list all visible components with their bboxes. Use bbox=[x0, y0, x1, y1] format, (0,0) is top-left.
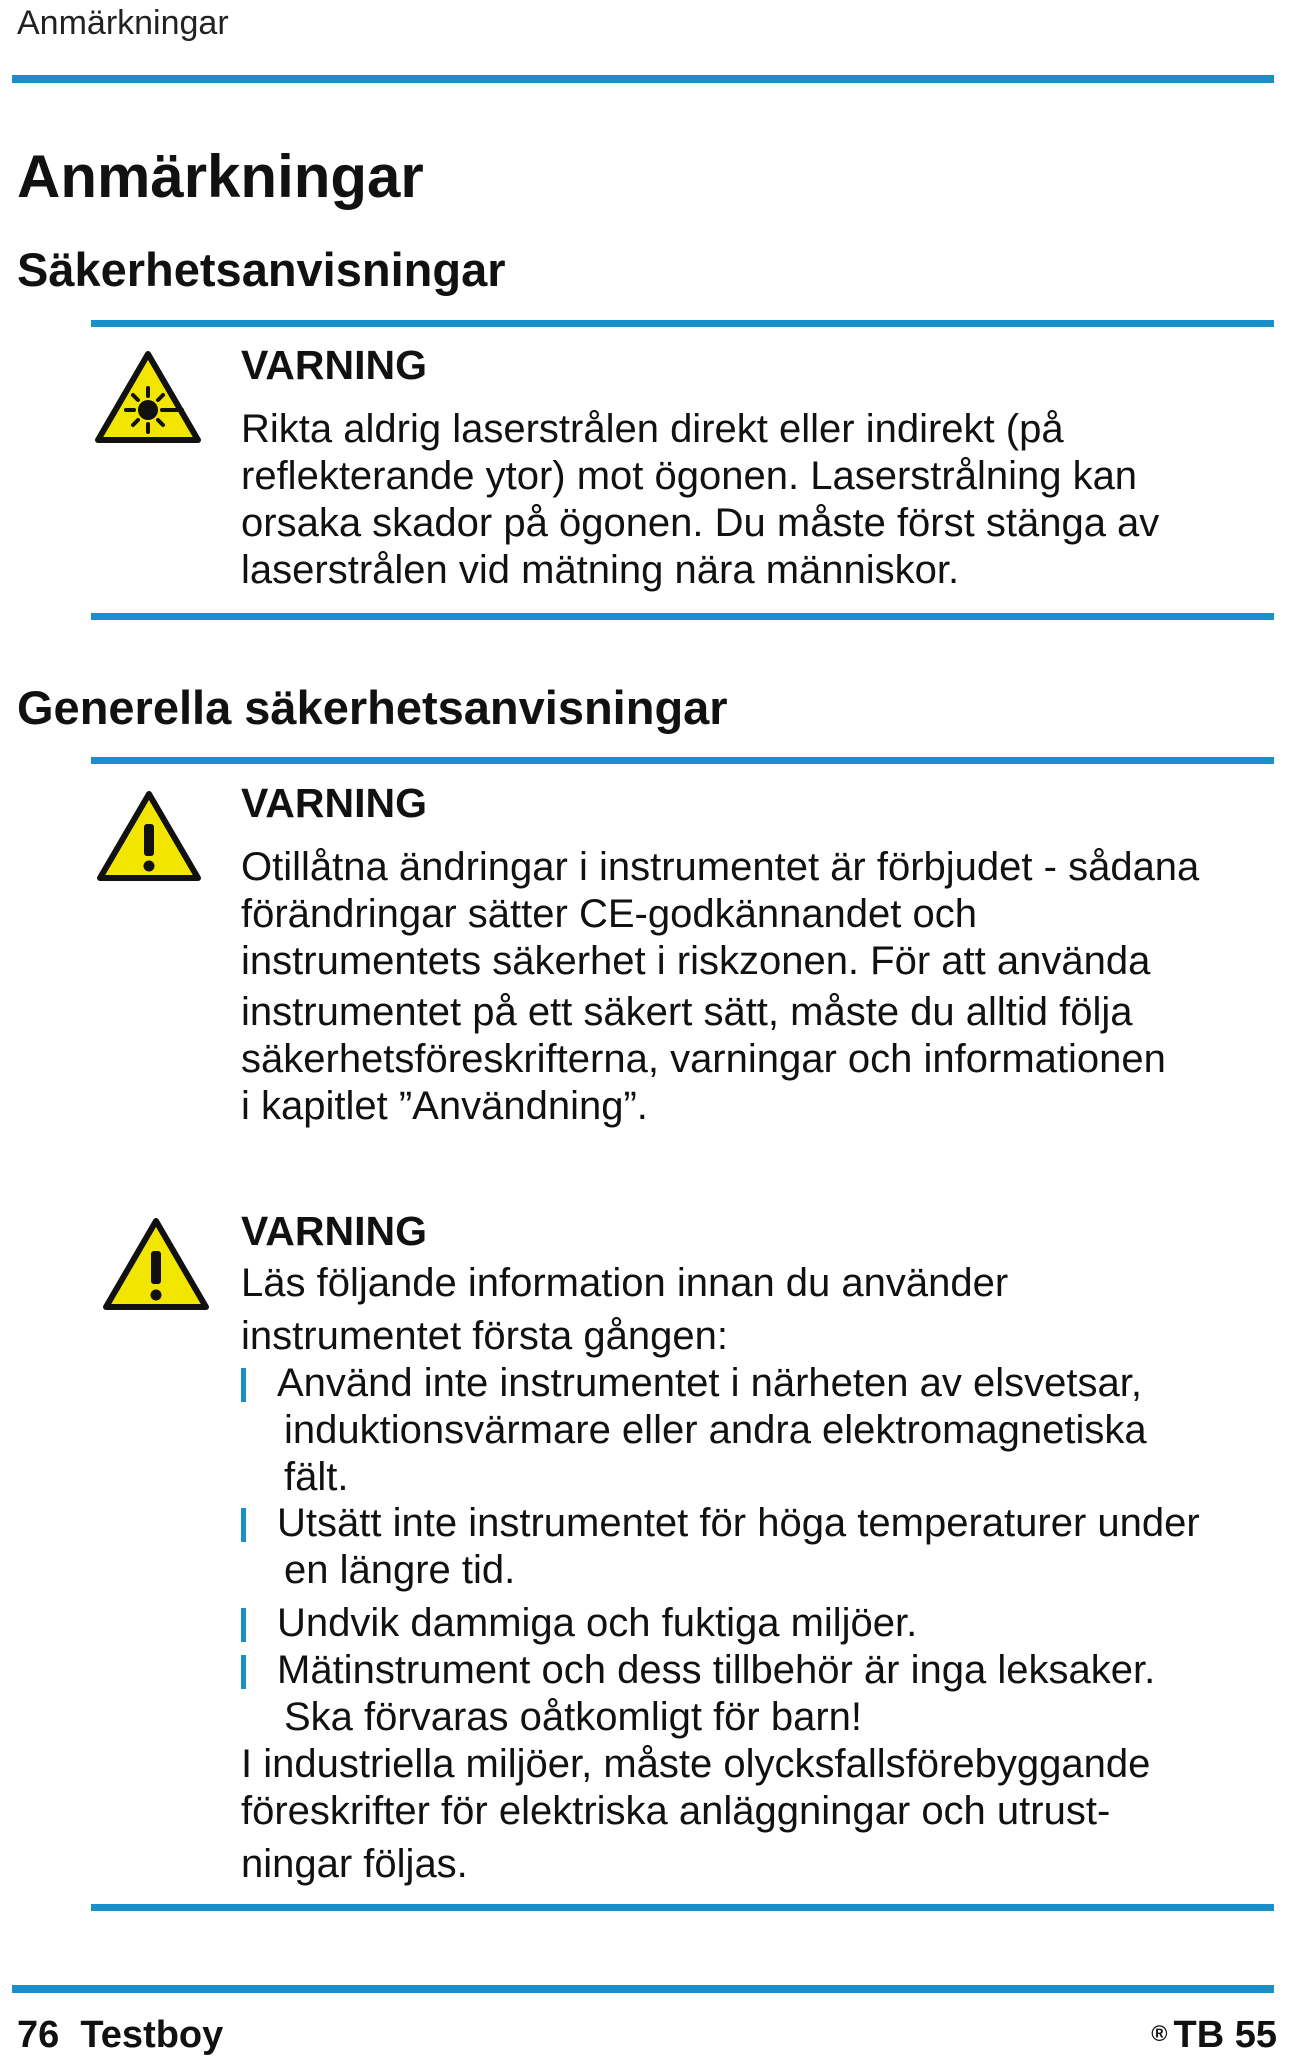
warning-text-modifications bbox=[241, 844, 1199, 1130]
warning-outro-first-use bbox=[241, 1741, 1150, 1888]
text-line: en längre tid. bbox=[284, 1548, 516, 1592]
text-line: säkerhetsföreskrifterna, varningar och informationen bbox=[241, 1037, 1166, 1081]
registered-mark: ® bbox=[1151, 2021, 1168, 2046]
bullet-marker bbox=[241, 1655, 246, 1689]
text-line: reflekterande ytor) mot ögonen. Laserstrålning kan bbox=[241, 454, 1138, 498]
warning-title-modifications: VARNING bbox=[241, 780, 428, 826]
text-line: föreskrifter för elektriska anläggningar och utrust- bbox=[241, 1789, 1111, 1833]
text-line: i kapitlet ”Användning”. bbox=[241, 1084, 648, 1128]
text-line: orsaka skador på ögonen. Du måste först stänga av bbox=[241, 501, 1160, 545]
text-line: fält. bbox=[284, 1455, 349, 1499]
text-line: Rikta aldrig laserstrålen direkt eller indirekt (på bbox=[241, 407, 1064, 451]
section2-top-rule bbox=[91, 757, 1274, 764]
warning-text-laser bbox=[241, 406, 1159, 594]
text-line: Otillåtna ändringar i instrumentet är förbjudet - sådana bbox=[241, 845, 1200, 889]
warning-intro-first-use bbox=[241, 1260, 1008, 1360]
footer-right bbox=[1151, 2014, 1277, 2057]
text-line: instrumentet första gången: bbox=[241, 1314, 728, 1358]
section2-bottom-rule bbox=[91, 1904, 1274, 1911]
section-heading-safety: Säkerhetsanvisningar bbox=[17, 243, 506, 296]
section1-top-rule bbox=[91, 320, 1274, 327]
laser-warning-icon bbox=[92, 348, 204, 448]
running-header: Anmärkningar bbox=[17, 4, 229, 42]
text-line: induktionsvärmare eller andra elektromagnetiska bbox=[284, 1408, 1147, 1452]
text-line: laserstrålen vid mätning nära människor. bbox=[241, 548, 960, 592]
text-line: ningar följas. bbox=[241, 1842, 468, 1886]
section-heading-general-safety: Generella säkerhetsanvisningar bbox=[17, 681, 728, 734]
text-line: Använd inte instrumentet i närheten av elsvetsar, bbox=[277, 1361, 1142, 1405]
general-warning-icon bbox=[94, 788, 204, 886]
footer-rule bbox=[12, 1985, 1274, 1993]
warning-title-laser: VARNING bbox=[241, 342, 428, 388]
page-title: Anmärkningar bbox=[17, 143, 424, 210]
bullet-marker bbox=[241, 1368, 246, 1402]
page-number: 76 bbox=[17, 2014, 60, 2056]
header-rule bbox=[12, 75, 1274, 83]
model-name: TB 55 bbox=[1173, 2014, 1277, 2056]
bullet-marker bbox=[241, 1608, 246, 1642]
footer-left bbox=[17, 2014, 223, 2057]
text-line: Läs följande information innan du använder bbox=[241, 1261, 1009, 1305]
section1-bottom-rule bbox=[91, 613, 1274, 620]
text-line: I industriella miljöer, måste olycksfallsförebyggande bbox=[241, 1742, 1151, 1786]
warning-title-first-use: VARNING bbox=[241, 1208, 428, 1254]
text-line: förändringar sätter CE-godkännandet och bbox=[241, 892, 978, 936]
brand-name: Testboy bbox=[80, 2014, 224, 2056]
text-line: Utsätt inte instrumentet för höga temperaturer under bbox=[277, 1501, 1200, 1545]
text-line: instrumentet på ett säkert sätt, måste du alltid följa bbox=[241, 990, 1133, 1034]
text-line: instrumentets säkerhet i riskzonen. För att använda bbox=[241, 939, 1151, 983]
general-warning-icon bbox=[100, 1215, 212, 1315]
text-line: Ska förvaras oåtkomligt för barn! bbox=[284, 1695, 863, 1739]
text-line: Undvik dammiga och fuktiga miljöer. bbox=[277, 1601, 918, 1645]
bullet-marker bbox=[241, 1508, 246, 1542]
text-line: Mätinstrument och dess tillbehör är inga leksaker. bbox=[277, 1648, 1156, 1692]
